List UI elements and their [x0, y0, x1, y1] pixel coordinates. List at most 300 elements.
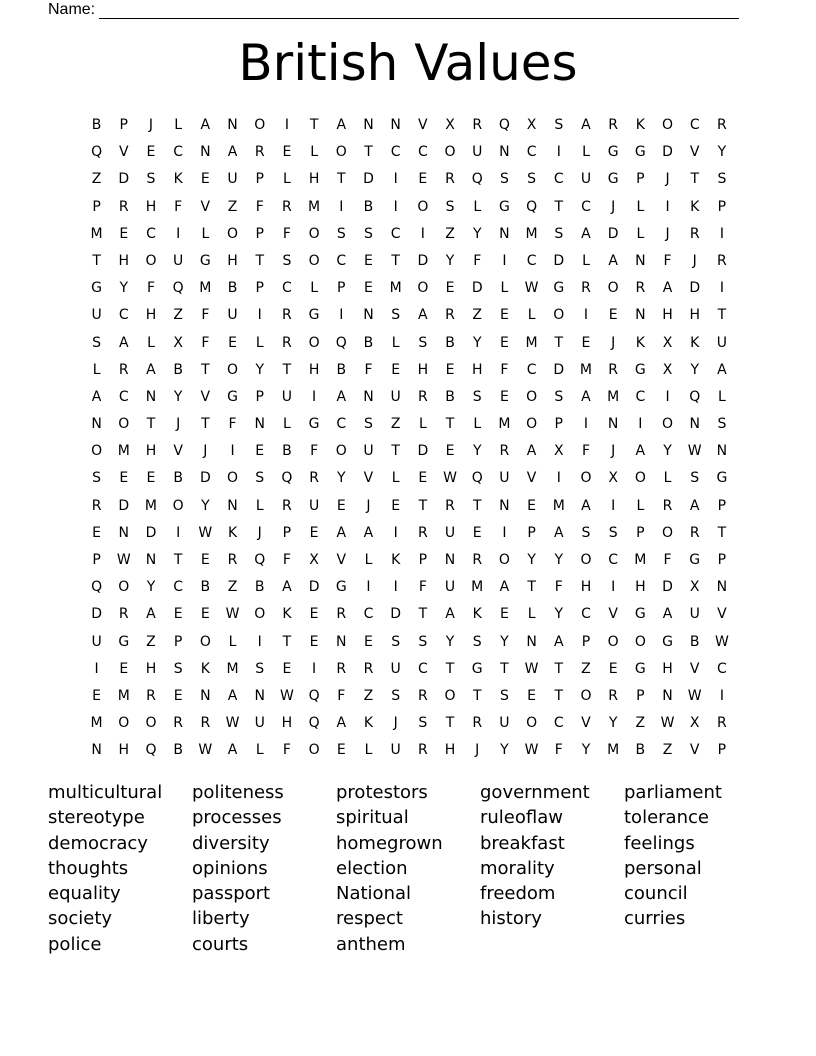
- grid-letter: P: [636, 171, 645, 188]
- grid-letter: C: [526, 144, 537, 161]
- grid-letter: K: [635, 117, 645, 133]
- grid-letter: V: [689, 742, 700, 759]
- grid-letter: T: [554, 198, 564, 215]
- grid-letter: P: [717, 497, 727, 514]
- grid-letter: O: [498, 552, 510, 568]
- grid-letter: Y: [690, 361, 699, 378]
- grid-letter: E: [92, 687, 102, 704]
- grid-letter: M: [144, 497, 158, 514]
- grid-letter: U: [227, 171, 238, 188]
- grid-letter: R: [336, 606, 347, 623]
- grid-letter: I: [556, 144, 561, 161]
- grid-letter: O: [308, 252, 320, 269]
- grid-letter: U: [689, 606, 700, 623]
- grid-letter: A: [608, 252, 618, 269]
- grid-letter: M: [498, 416, 511, 433]
- grid-letter: W: [687, 443, 702, 460]
- grid-letter: A: [336, 715, 347, 732]
- grid-row: [83, 574, 743, 601]
- grid-letter: H: [308, 361, 320, 378]
- grid-letter: C: [336, 252, 347, 269]
- grid-letter: P: [92, 552, 101, 568]
- grid-letter: L: [527, 307, 536, 324]
- grid-letter: E: [527, 687, 537, 704]
- grid-letter: J: [203, 443, 208, 460]
- grid-letter: L: [582, 144, 590, 161]
- word-list-item: processes: [192, 807, 282, 829]
- grid-letter: M: [525, 225, 538, 242]
- word-list-item: tolerance: [624, 807, 709, 829]
- grid-letter: T: [717, 307, 727, 324]
- grid-letter: V: [200, 198, 211, 215]
- grid-letter: B: [282, 443, 292, 460]
- grid-letter: D: [607, 225, 619, 242]
- grid-letter: H: [118, 252, 130, 269]
- grid-letter: A: [553, 524, 564, 541]
- grid-letter: E: [472, 524, 482, 541]
- grid-letter: I: [339, 307, 344, 324]
- name-label: Name:: [48, 1, 96, 18]
- grid-letter: N: [526, 633, 537, 650]
- grid-letter: O: [526, 388, 538, 405]
- grid-letter: T: [391, 252, 400, 269]
- grid-letter: L: [310, 144, 318, 161]
- grid-letter: S: [554, 117, 564, 133]
- grid-letter: R: [173, 715, 184, 732]
- grid-row: [83, 656, 743, 683]
- grid-letter: H: [145, 198, 157, 215]
- grid-letter: H: [580, 579, 592, 596]
- grid-letter: U: [281, 388, 293, 405]
- grid-letter: E: [499, 388, 509, 405]
- grid-letter: N: [716, 443, 728, 460]
- grid-letter: V: [173, 443, 183, 460]
- grid-letter: E: [119, 225, 129, 242]
- grid-letter: S: [282, 252, 292, 269]
- grid-letter: T: [201, 416, 210, 433]
- grid-letter: F: [554, 579, 563, 596]
- grid-letter: T: [445, 416, 455, 433]
- grid-letter: I: [502, 252, 507, 269]
- grid-letter: K: [282, 606, 292, 623]
- grid-letter: D: [390, 606, 402, 623]
- grid-letter: T: [472, 687, 482, 704]
- grid-letter: R: [608, 687, 619, 704]
- grid-letter: Y: [527, 552, 536, 568]
- grid-letter: X: [689, 715, 700, 732]
- grid-letter: Z: [363, 687, 374, 704]
- grid-letter: N: [254, 416, 265, 433]
- grid-row: [83, 629, 743, 656]
- grid-letter: I: [312, 388, 317, 405]
- letter-grid: [83, 112, 743, 768]
- grid-letter: Z: [472, 307, 483, 324]
- grid-letter: Q: [91, 144, 103, 161]
- grid-row: [83, 139, 743, 166]
- grid-letter: W: [198, 742, 213, 759]
- grid-letter: H: [662, 307, 673, 324]
- grid-letter: G: [227, 388, 238, 405]
- grid-letter: W: [524, 280, 539, 297]
- grid-letter: R: [118, 198, 129, 215]
- grid-letter: T: [309, 117, 319, 133]
- grid-letter: R: [445, 497, 455, 514]
- word-list-item: protestors: [336, 782, 428, 803]
- grid-letter: I: [665, 198, 670, 215]
- grid-letter: J: [665, 225, 670, 242]
- grid-letter: Q: [471, 171, 483, 188]
- grid-letter: N: [254, 687, 265, 704]
- grid-row: [83, 493, 743, 520]
- grid-letter: K: [391, 552, 401, 568]
- grid-letter: E: [255, 443, 265, 460]
- grid-letter: M: [90, 225, 103, 242]
- grid-letter: Z: [635, 715, 646, 732]
- grid-letter: T: [554, 334, 564, 351]
- grid-letter: D: [417, 443, 429, 460]
- grid-letter: J: [665, 171, 670, 188]
- grid-letter: E: [228, 334, 237, 351]
- grid-letter: A: [581, 497, 591, 514]
- grid-letter: I: [665, 388, 670, 405]
- grid-letter: N: [689, 416, 700, 433]
- grid-letter: I: [257, 633, 262, 650]
- grid-letter: C: [282, 280, 292, 297]
- word-list-item: society: [48, 908, 113, 930]
- grid-letter: I: [420, 225, 425, 242]
- grid-letter: D: [417, 252, 429, 269]
- grid-letter: O: [199, 633, 211, 650]
- grid-letter: M: [389, 280, 402, 297]
- grid-letter: A: [227, 144, 238, 161]
- grid-letter: O: [254, 606, 266, 623]
- grid-letter: U: [444, 524, 456, 541]
- grid-letter: Y: [608, 715, 618, 732]
- grid-letter: R: [417, 742, 428, 759]
- grid-letter: S: [472, 633, 482, 650]
- grid-letter: E: [200, 171, 210, 188]
- grid-letter: Y: [554, 552, 564, 568]
- grid-letter: B: [227, 280, 238, 297]
- grid-letter: A: [418, 307, 428, 324]
- word-list-item: respect: [336, 908, 403, 930]
- grid-letter: N: [91, 416, 102, 433]
- grid-letter: B: [363, 334, 374, 351]
- grid-letter: O: [526, 416, 538, 433]
- grid-letter: A: [581, 117, 591, 133]
- grid-letter: G: [553, 280, 565, 297]
- word-column: [624, 780, 768, 957]
- grid-letter: F: [282, 552, 291, 568]
- grid-letter: C: [118, 388, 129, 405]
- grid-letter: X: [173, 334, 183, 351]
- word-list-item: parliament: [624, 782, 722, 803]
- grid-letter: R: [445, 307, 455, 324]
- grid-letter: R: [200, 715, 211, 732]
- grid-letter: M: [634, 552, 647, 568]
- grid-letter: K: [363, 715, 374, 732]
- grid-letter: N: [145, 388, 157, 405]
- grid-letter: P: [527, 524, 536, 541]
- grid-letter: C: [526, 361, 537, 378]
- grid-letter: A: [336, 524, 347, 541]
- grid-letter: O: [254, 117, 266, 133]
- grid-letter: I: [638, 416, 643, 433]
- grid-letter: S: [364, 416, 373, 433]
- grid-letter: N: [200, 144, 211, 161]
- grid-letter: C: [581, 198, 591, 215]
- grid-letter: M: [117, 443, 130, 460]
- grid-letter: R: [282, 497, 292, 514]
- grid-letter: O: [145, 252, 157, 269]
- grid-letter: G: [91, 280, 103, 297]
- grid-letter: H: [145, 443, 157, 460]
- grid-letter: Z: [146, 633, 156, 650]
- grid-letter: T: [554, 687, 564, 704]
- grid-letter: Y: [717, 144, 727, 161]
- grid-letter: A: [336, 117, 347, 133]
- grid-letter: E: [445, 443, 455, 460]
- grid-letter: F: [282, 225, 291, 242]
- word-list-item: police: [48, 933, 102, 955]
- grid-letter: V: [608, 606, 618, 623]
- grid-letter: Y: [500, 633, 509, 650]
- grid-letter: R: [363, 660, 374, 677]
- grid-letter: N: [607, 416, 619, 433]
- grid-letter: V: [689, 144, 700, 161]
- grid-letter: O: [634, 470, 646, 487]
- grid-letter: E: [336, 742, 346, 759]
- grid-letter: Y: [581, 742, 591, 759]
- grid-letter: L: [582, 252, 590, 269]
- grid-letter: E: [200, 606, 210, 623]
- grid-letter: D: [118, 171, 130, 188]
- grid-letter: G: [607, 144, 619, 161]
- grid-letter: I: [393, 579, 398, 596]
- grid-letter: D: [145, 524, 157, 541]
- grid-letter: S: [499, 171, 509, 188]
- grid-letter: E: [445, 361, 455, 378]
- grid-letter: I: [176, 225, 181, 242]
- grid-letter: Z: [445, 225, 455, 242]
- grid-letter: E: [608, 307, 618, 324]
- grid-letter: O: [580, 470, 592, 487]
- grid-letter: X: [662, 361, 673, 378]
- grid-letter: R: [499, 443, 510, 460]
- grid-letter: V: [336, 552, 347, 568]
- grid-letter: C: [635, 388, 646, 405]
- grid-letter: Q: [254, 552, 266, 568]
- grid-letter: M: [471, 579, 484, 596]
- grid-letter: P: [92, 198, 101, 215]
- grid-letter: A: [118, 334, 129, 351]
- grid-letter: J: [257, 524, 262, 541]
- grid-letter: U: [499, 470, 510, 487]
- grid-letter: L: [718, 388, 726, 405]
- grid-letter: E: [173, 606, 183, 623]
- grid-letter: I: [556, 470, 561, 487]
- grid-letter: R: [309, 470, 319, 487]
- grid-letter: O: [335, 144, 347, 161]
- grid-letter: J: [611, 443, 616, 460]
- word-list-item: multicultural: [48, 782, 163, 803]
- grid-letter: E: [200, 552, 210, 568]
- grid-letter: L: [636, 225, 645, 242]
- grid-letter: O: [417, 198, 429, 215]
- grid-letter: E: [364, 252, 373, 269]
- grid-letter: I: [284, 117, 289, 133]
- grid-letter: O: [662, 416, 674, 433]
- grid-letter: K: [472, 606, 482, 623]
- grid-letter: G: [634, 361, 646, 378]
- grid-letter: B: [689, 633, 700, 650]
- grid-letter: W: [198, 524, 213, 541]
- grid-letter: S: [418, 715, 428, 732]
- grid-letter: L: [174, 117, 183, 133]
- grid-letter: G: [308, 307, 320, 324]
- grid-letter: Z: [173, 307, 183, 324]
- grid-letter: Z: [390, 416, 401, 433]
- grid-letter: D: [689, 280, 701, 297]
- grid-letter: D: [553, 361, 565, 378]
- grid-letter: F: [310, 443, 319, 460]
- grid-letter: S: [418, 334, 428, 351]
- grid-letter: O: [227, 361, 239, 378]
- grid-letter: J: [611, 334, 616, 351]
- grid-letter: K: [690, 198, 700, 215]
- grid-letter: H: [444, 742, 456, 759]
- grid-letter: O: [227, 470, 239, 487]
- grid-letter: N: [200, 687, 211, 704]
- grid-letter: C: [146, 225, 156, 242]
- grid-letter: N: [716, 579, 728, 596]
- grid-letter: E: [527, 497, 537, 514]
- grid-letter: G: [607, 171, 619, 188]
- grid-letter: Q: [526, 198, 538, 215]
- grid-letter: P: [581, 633, 591, 650]
- grid-letter: I: [393, 524, 398, 541]
- grid-letter: F: [146, 280, 155, 297]
- grid-letter: Q: [498, 117, 510, 133]
- grid-letter: Y: [554, 606, 564, 623]
- grid-letter: V: [363, 470, 374, 487]
- grid-letter: S: [92, 470, 102, 487]
- grid-letter: L: [391, 470, 400, 487]
- grid-letter: G: [634, 660, 646, 677]
- word-list-item: personal: [624, 857, 702, 879]
- grid-letter: H: [145, 660, 157, 677]
- grid-letter: O: [118, 715, 130, 732]
- grid-row: [83, 194, 743, 221]
- grid-letter: L: [473, 198, 482, 215]
- grid-letter: E: [608, 660, 618, 677]
- grid-letter: O: [553, 307, 565, 324]
- word-list-item: breakfast: [480, 832, 565, 854]
- word-list-item: politeness: [192, 782, 284, 803]
- grid-letter: A: [91, 388, 102, 405]
- grid-letter: A: [526, 443, 537, 460]
- word-list-item: National: [336, 883, 412, 905]
- grid-letter: U: [472, 144, 483, 161]
- grid-letter: Y: [255, 361, 264, 378]
- grid-letter: L: [255, 497, 264, 514]
- grid-letter: Q: [308, 687, 320, 704]
- grid-letter: Y: [663, 443, 672, 460]
- grid-letter: X: [526, 117, 537, 133]
- grid-letter: E: [309, 524, 319, 541]
- grid-letter: I: [339, 198, 344, 215]
- grid-letter: S: [554, 225, 564, 242]
- grid-letter: X: [553, 443, 564, 460]
- grid-letter: I: [583, 307, 589, 324]
- grid-letter: M: [579, 361, 593, 378]
- grid-letter: J: [692, 252, 697, 269]
- grid-letter: S: [717, 171, 727, 188]
- grid-letter: O: [607, 633, 619, 650]
- grid-letter: J: [611, 198, 616, 215]
- grid-letter: I: [719, 280, 724, 297]
- grid-letter: O: [227, 225, 239, 242]
- word-list-item: liberty: [192, 908, 250, 930]
- grid-letter: Y: [119, 280, 129, 297]
- grid-letter: B: [200, 579, 211, 596]
- grid-letter: V: [526, 470, 537, 487]
- word-column: [48, 780, 192, 957]
- grid-letter: O: [172, 497, 184, 514]
- name-field: [48, 0, 739, 19]
- grid-letter: F: [255, 198, 264, 215]
- grid-letter: D: [363, 171, 374, 188]
- grid-row: [83, 248, 743, 275]
- grid-letter: D: [471, 280, 483, 297]
- grid-letter: R: [282, 307, 292, 324]
- grid-letter: M: [117, 687, 130, 704]
- grid-letter: U: [390, 660, 401, 677]
- grid-letter: A: [445, 606, 455, 623]
- grid-letter: Y: [500, 742, 509, 759]
- grid-letter: F: [228, 416, 237, 433]
- grid-letter: R: [662, 497, 673, 514]
- grid-letter: Y: [201, 497, 210, 514]
- grid-letter: F: [663, 252, 672, 269]
- grid-letter: J: [148, 117, 154, 133]
- grid-letter: X: [689, 579, 700, 596]
- grid-letter: P: [173, 633, 183, 650]
- grid-letter: O: [662, 524, 674, 541]
- grid-letter: S: [717, 416, 727, 433]
- grid-letter: H: [118, 742, 130, 759]
- grid-letter: B: [445, 388, 455, 405]
- grid-letter: W: [443, 470, 457, 487]
- grid-letter: S: [92, 334, 102, 351]
- grid-letter: F: [500, 361, 509, 378]
- grid-letter: H: [308, 171, 320, 188]
- grid-letter: W: [225, 715, 240, 732]
- grid-letter: Y: [445, 252, 455, 269]
- grid-letter: C: [336, 416, 347, 433]
- grid-letter: R: [608, 117, 619, 133]
- grid-letter: S: [445, 198, 455, 215]
- grid-row: [83, 601, 743, 628]
- grid-letter: D: [308, 579, 320, 596]
- grid-letter: W: [524, 660, 539, 677]
- grid-letter: Q: [471, 470, 483, 487]
- grid-letter: A: [363, 524, 374, 541]
- grid-letter: R: [91, 497, 102, 514]
- grid-letter: L: [636, 198, 645, 215]
- grid-letter: F: [364, 361, 373, 378]
- grid-letter: O: [662, 117, 674, 133]
